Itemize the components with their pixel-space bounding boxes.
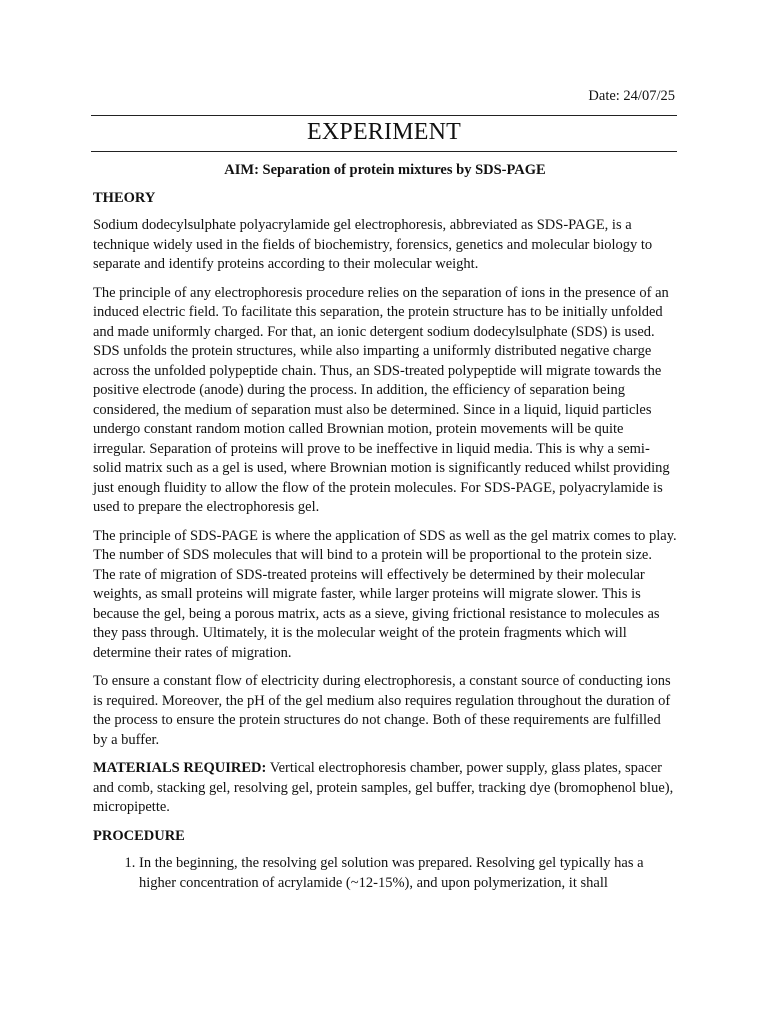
- aim-line: AIM: Separation of protein mixtures by SDS-PAGE: [224, 162, 546, 178]
- theory-paragraph-1: Sodium dodecylsulphate polyacrylamide gel electrophoresis, abbreviated as SDS-PAGE, is a technique widely used in the fields of biochemistry, forensics, genetics and molecular biology to separate and identify proteins according to their molecular weight.: [93, 217, 653, 272]
- materials-text: Vertical electrophoresis chamber, power supply, glass plates, spacer and comb, stacking gel, resolving gel, protein samples, gel buffer, tracking dye (bromophenol blue), micropipette.: [93, 760, 674, 815]
- procedure-heading: PROCEDURE: [93, 827, 185, 844]
- procedure-step-1: 1. In the beginning, the resolving gel solution was prepared. Resolving gel typically has a higher concentration of acrylamide (~12-15%), and upon polymerization, it shall: [139, 854, 677, 893]
- title-bottom-rule: [91, 151, 677, 152]
- title-top-rule: [91, 115, 677, 116]
- document-date: Date: 24/07/25: [588, 88, 675, 104]
- theory-paragraph-2: The principle of any electrophoresis procedure relies on the separation of ions in the presence of an induced electric field. To facilitate this separation, the protein structure has to be initially unfolded and made uniformly charged. For that, an ionic detergent sodium dodecylsulphate (SDS) is used. SDS unfolds the protein structures, while also imparting a uniformly distributed negative charge across the unfolded polypeptide chain. Thus, an SDS-treated polypeptide will migrate towards the positive electrode (anode) during the process. In addition, the efficiency of separation being considered, the medium of separation must also be determined. Since in a liquid, liquid particles undergo constant random motion called Brownian motion, protein movements will be quite irregular. Separation of proteins will prove to be ineffective in liquid media. This is why a semi-solid matrix such as a gel is used, where Brownian motion is significantly reduced whilst providing just enough fluidity to allow the flow of the protein molecules. For SDS-PAGE, polyacrylamide is used to prepare the electrophoresis gel.: [93, 284, 670, 515]
- theory-paragraph-3: The principle of SDS-PAGE is where the application of SDS as well as the gel matrix comes to play. The number of SDS molecules that will bind to a protein will be proportional to the protein size. The rate of migration of SDS-treated proteins will effectively be determined by their molecular weights, as small proteins will migrate faster, while larger proteins will migrate slower. This is because the gel, being a porous matrix, acts as a sieve, giving frictional resistance to molecules as they pass through. Ultimately, it is the molecular weight of the protein fragments which will determine their rates of migration.: [93, 527, 677, 661]
- theory-paragraph-4: To ensure a constant flow of electricity during electrophoresis, a constant source of conducting ions is required. Moreover, the pH of the gel medium also requires regulation throughout the duration of the process to ensure the protein structures do not change. Both of these requirements are fulfilled by a buffer.: [93, 673, 671, 748]
- document-body: [93, 161, 677, 893]
- procedure-steps: [93, 854, 677, 893]
- document-title: EXPERIMENT: [307, 119, 461, 145]
- materials-paragraph: [93, 759, 677, 818]
- materials-label: MATERIALS REQUIRED:: [93, 760, 267, 776]
- theory-heading: THEORY: [93, 189, 156, 206]
